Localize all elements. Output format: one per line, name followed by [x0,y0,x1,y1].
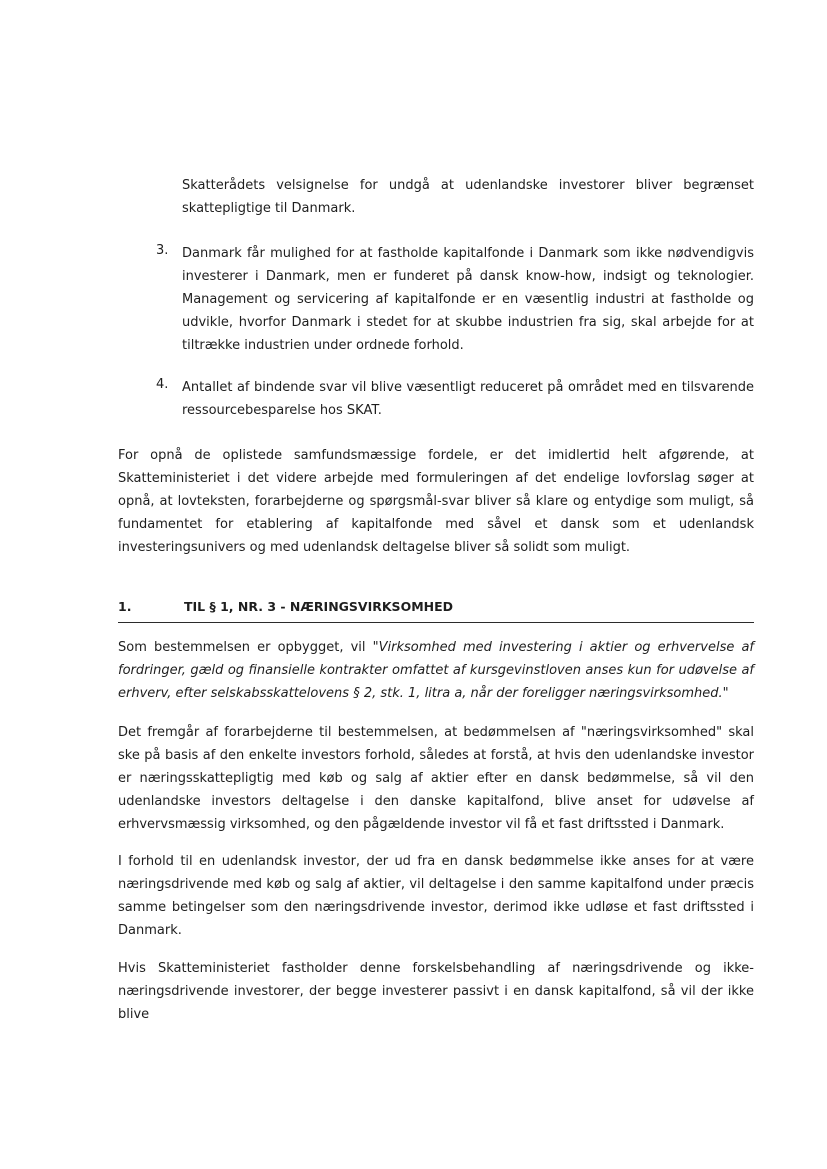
list-number: 3. [156,243,169,258]
section-number: 1. [118,599,132,614]
list-item-3 [118,243,754,358]
section-heading [118,594,754,623]
quoted-provision: "Virksomhed med investering i aktier og erhvervelse af fordringer, gæld og finansielle kontrakter omfattet af kursgevinstloven anses kun for udøvelse af erhverv, efter selskabsskattelovens § 2, stk. 1, litra a, når der foreligger næringsvirksomhed." [118,640,754,701]
list-continuation: Skatterådets velsignelse for undgå at udenlandske investorer bliver begrænset skattepligtige til Danmark. [182,178,754,216]
list-text: Antallet af bindende svar vil blive væsentligt reduceret på området med en tilsvarende ressourcebesparelse hos SKAT. [182,380,754,418]
list-number: 4. [156,377,169,392]
paragraph: Det fremgår af forarbejderne til bestemmelsen, at bedømmelsen af "næringsvirksomhed" skal ske på basis af den enkelte investors forhold, således at forstå, at hvis den udenlandske investor er næringsskattepligtig med køb og salg af aktier efter en dansk bedømmelse, så vil den udenlandske investors deltagelse i den danske kapitalfond, blive anset for udøvelse af erhvervsmæssig virksomhed, og den pågældende investor vil få et fast driftssted i Danmark. [118,725,754,832]
paragraph-intro: Som bestemmelsen er opbygget, vil [118,640,373,655]
paragraph: Hvis Skatteministeriet fastholder denne forskelsbehandling af næringsdrivende og ikke-næringsdrivende investorer, der begge investerer passivt i en dansk kapitalfond, så vil der ikke blive [118,961,754,1022]
list-text: Danmark får mulighed for at fastholde kapitalfonde i Danmark som ikke nødvendigvis investerer i Danmark, men er funderet på dansk know-how, indsigt og teknologier. Management og servicering af kapitalfonde er en væsentlig industri at fastholde og udvikle, hvorfor Danmark i stedet for at skubbe industrien fra sig, skal arbejde for at tiltrække industrien under ordnede forhold. [182,246,754,353]
list-item-4 [118,377,754,423]
paragraph: I forhold til en udenlandsk investor, der ud fra en dansk bedømmelse ikke anses for at være næringsdrivende med køb og salg af aktier, vil deltagelse i den samme kapitalfond under præcis samme betingelser som den næringsdrivende investor, derimod ikke udløse et fast driftssted i Danmark. [118,854,754,938]
paragraph-quote [118,637,754,706]
paragraph: For opnå de oplistede samfundsmæssige fordele, er det imidlertid helt afgørende, at Skatteministeriet i det videre arbejde med formuleringen af det endelige lovforslag søger at opnå, at lovteksten, forarbejderne og spørgsmål-svar bliver så klare og entydige som muligt, så fundamentet for etablering af kapitalfonde med såvel et dansk som et udenlandsk investeringsunivers og med udenlandsk deltagelse bliver så solidt som muligt. [118,448,754,555]
section-title: TIL § 1, NR. 3 - NÆRINGSVIRKSOMHED [184,599,454,614]
